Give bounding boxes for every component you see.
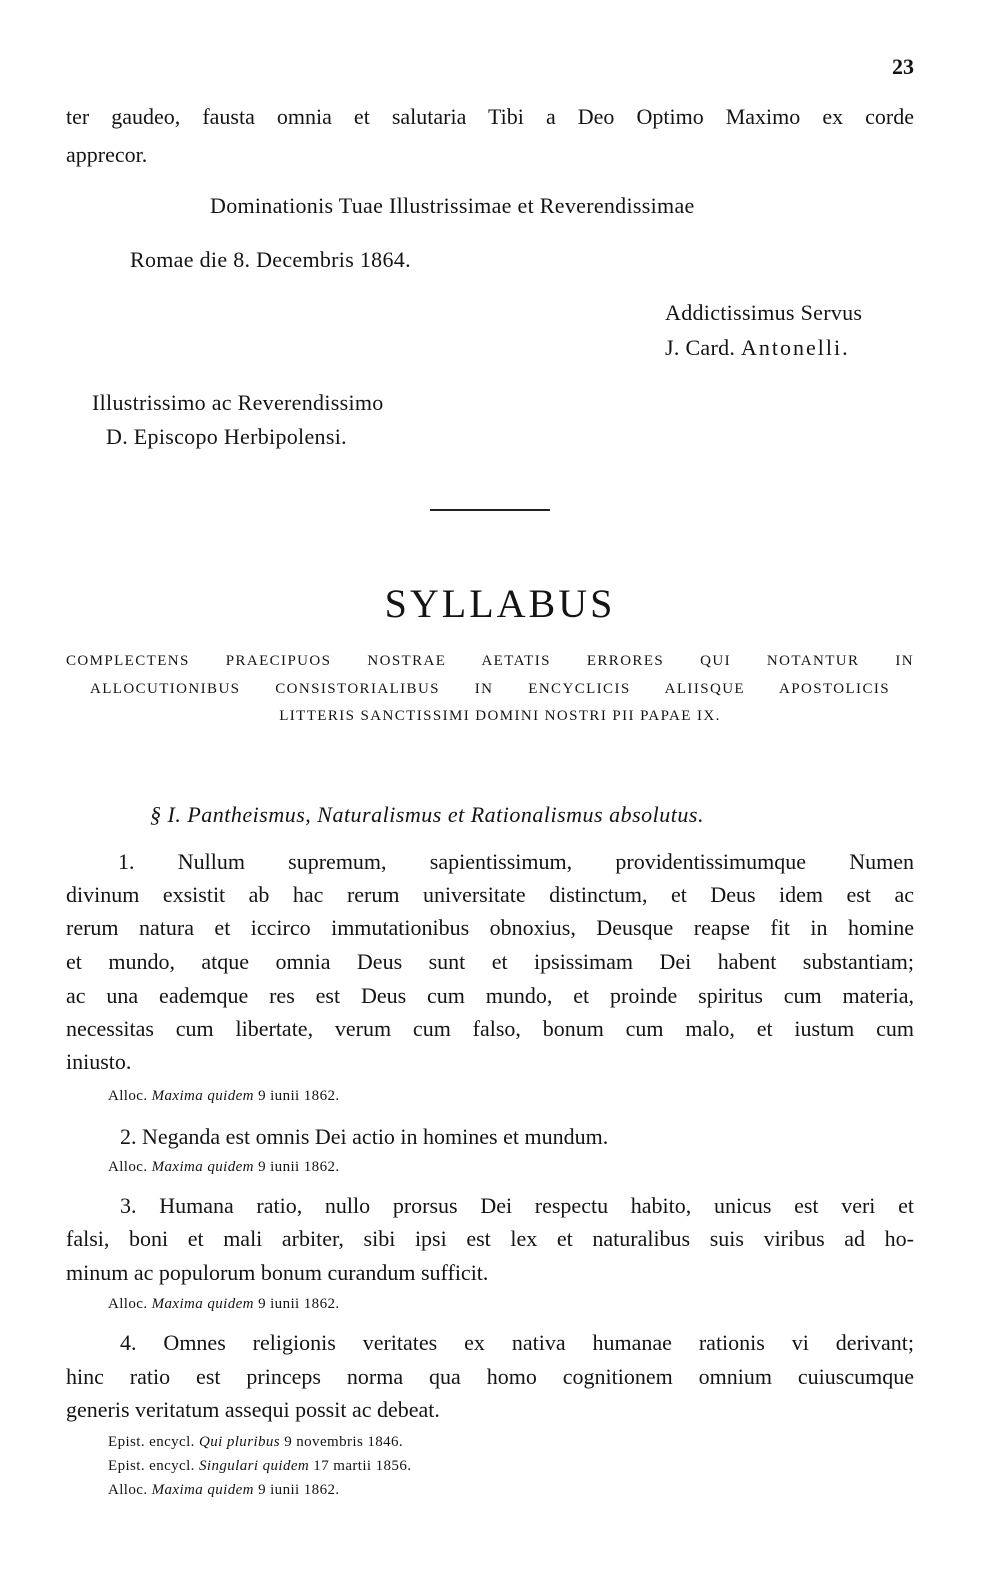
closing-signature: Antonelli. bbox=[741, 335, 850, 360]
closing-line-1: Addictissimus Servus bbox=[665, 300, 863, 325]
citation-title: Singulari quidem bbox=[198, 1458, 310, 1474]
letter-line-2: apprecor. bbox=[66, 142, 148, 167]
page-number: 23 bbox=[892, 54, 914, 79]
addressee-line-2: D. Episcopo Herbipolensi. bbox=[106, 424, 347, 449]
item-1-line-3: rerum natura et iccirco immutationibus obnoxius, Deusque reapse fit in homine bbox=[66, 915, 914, 940]
citation-date: 9 iunii 1862. bbox=[258, 1159, 340, 1175]
syllabus-title: SYLLABUS bbox=[384, 581, 616, 626]
item-1-line-6: necessitas cum libertate, verum cum falso, bonum cum malo, et iustum cum bbox=[66, 1016, 914, 1041]
item-3-citation bbox=[108, 1296, 340, 1313]
closing-title: J. Card. bbox=[665, 335, 736, 360]
citation-prefix: Alloc. bbox=[108, 1159, 148, 1175]
item-1-line-7: iniusto. bbox=[66, 1049, 132, 1074]
subtitle-line-2: ALLOCUTIONIBUS CONSISTORIALIBUS IN ENCYCLICIS ALIISQUE APOSTOLICIS bbox=[90, 681, 890, 697]
item-4-line-3: generis veritatum assequi possit ac debeat. bbox=[66, 1397, 440, 1422]
citation-prefix: Alloc. bbox=[108, 1296, 148, 1312]
closing-line-2 bbox=[665, 335, 850, 361]
citation-date: 9 iunii 1862. bbox=[258, 1296, 340, 1312]
item-1-line-4: et mundo, atque omnia Deus sunt et ipsissimam Dei habent substantiam; bbox=[66, 949, 914, 974]
citation-title: Maxima quidem bbox=[151, 1296, 254, 1312]
citation-title: Maxima quidem bbox=[151, 1088, 254, 1104]
section-divider bbox=[430, 509, 550, 511]
item-4-line-1: 4. Omnes religionis veritates ex nativa humanae rationis vi derivant; bbox=[120, 1330, 914, 1355]
letter-line-1: ter gaudeo, fausta omnia et salutaria Tibi a Deo Optimo Maximo ex corde bbox=[66, 104, 914, 129]
citation-date: 17 martii 1856. bbox=[313, 1458, 412, 1474]
item-2-line-1: 2. Neganda est omnis Dei actio in homines et mundum. bbox=[120, 1124, 609, 1149]
item-1-line-1: 1. Nullum supremum, sapientissimum, providentissimumque Numen bbox=[118, 849, 914, 874]
letter-salutation: Dominationis Tuae Illustrissimae et Reverendissimae bbox=[210, 193, 695, 218]
item-3-line-1: 3. Humana ratio, nullo prorsus Dei respectu habito, unicus est veri et bbox=[120, 1193, 914, 1218]
item-4-citation-2 bbox=[108, 1458, 411, 1475]
item-3-line-3: minum ac populorum bonum curandum sufficit. bbox=[66, 1260, 489, 1285]
item-3-line-2: falsi, boni et mali arbiter, sibi ipsi est lex et naturalibus suis viribus ad ho- bbox=[66, 1226, 914, 1251]
item-1-line-5: ac una eademque res est Deus cum mundo, et proinde spiritus cum materia, bbox=[66, 983, 914, 1008]
item-4-citation-1 bbox=[108, 1434, 403, 1451]
item-4-line-2: hinc ratio est princeps norma qua homo cognitionem omnium cuiuscumque bbox=[66, 1364, 914, 1389]
citation-prefix: Epist. encycl. bbox=[108, 1458, 195, 1474]
subtitle-line-3: LITTERIS SANCTISSIMI DOMINI NOSTRI PII PAPAE IX. bbox=[279, 708, 721, 724]
subtitle-line-1: COMPLECTENS PRAECIPUOS NOSTRAE AETATIS ERRORES QUI NOTANTUR IN bbox=[66, 653, 914, 669]
section-heading: § I. Pantheismus, Naturalismus et Rationalismus absolutus. bbox=[150, 802, 704, 827]
citation-title: Maxima quidem bbox=[151, 1159, 254, 1175]
citation-title: Maxima quidem bbox=[151, 1482, 254, 1498]
citation-prefix: Alloc. bbox=[108, 1088, 148, 1104]
item-4-citation-3 bbox=[108, 1482, 340, 1499]
letter-date: Romae die 8. Decembris 1864. bbox=[130, 247, 411, 272]
citation-date: 9 iunii 1862. bbox=[258, 1088, 340, 1104]
item-1-citation bbox=[108, 1088, 340, 1105]
citation-prefix: Alloc. bbox=[108, 1482, 148, 1498]
item-2-citation bbox=[108, 1159, 340, 1176]
item-1-line-2: divinum exsistit ab hac rerum universitate distinctum, et Deus idem est ac bbox=[66, 882, 914, 907]
citation-date: 9 novembris 1846. bbox=[284, 1434, 404, 1450]
citation-date: 9 iunii 1862. bbox=[258, 1482, 340, 1498]
addressee-line-1: Illustrissimo ac Reverendissimo bbox=[92, 390, 384, 415]
citation-title: Qui pluribus bbox=[198, 1434, 281, 1450]
citation-prefix: Epist. encycl. bbox=[108, 1434, 195, 1450]
